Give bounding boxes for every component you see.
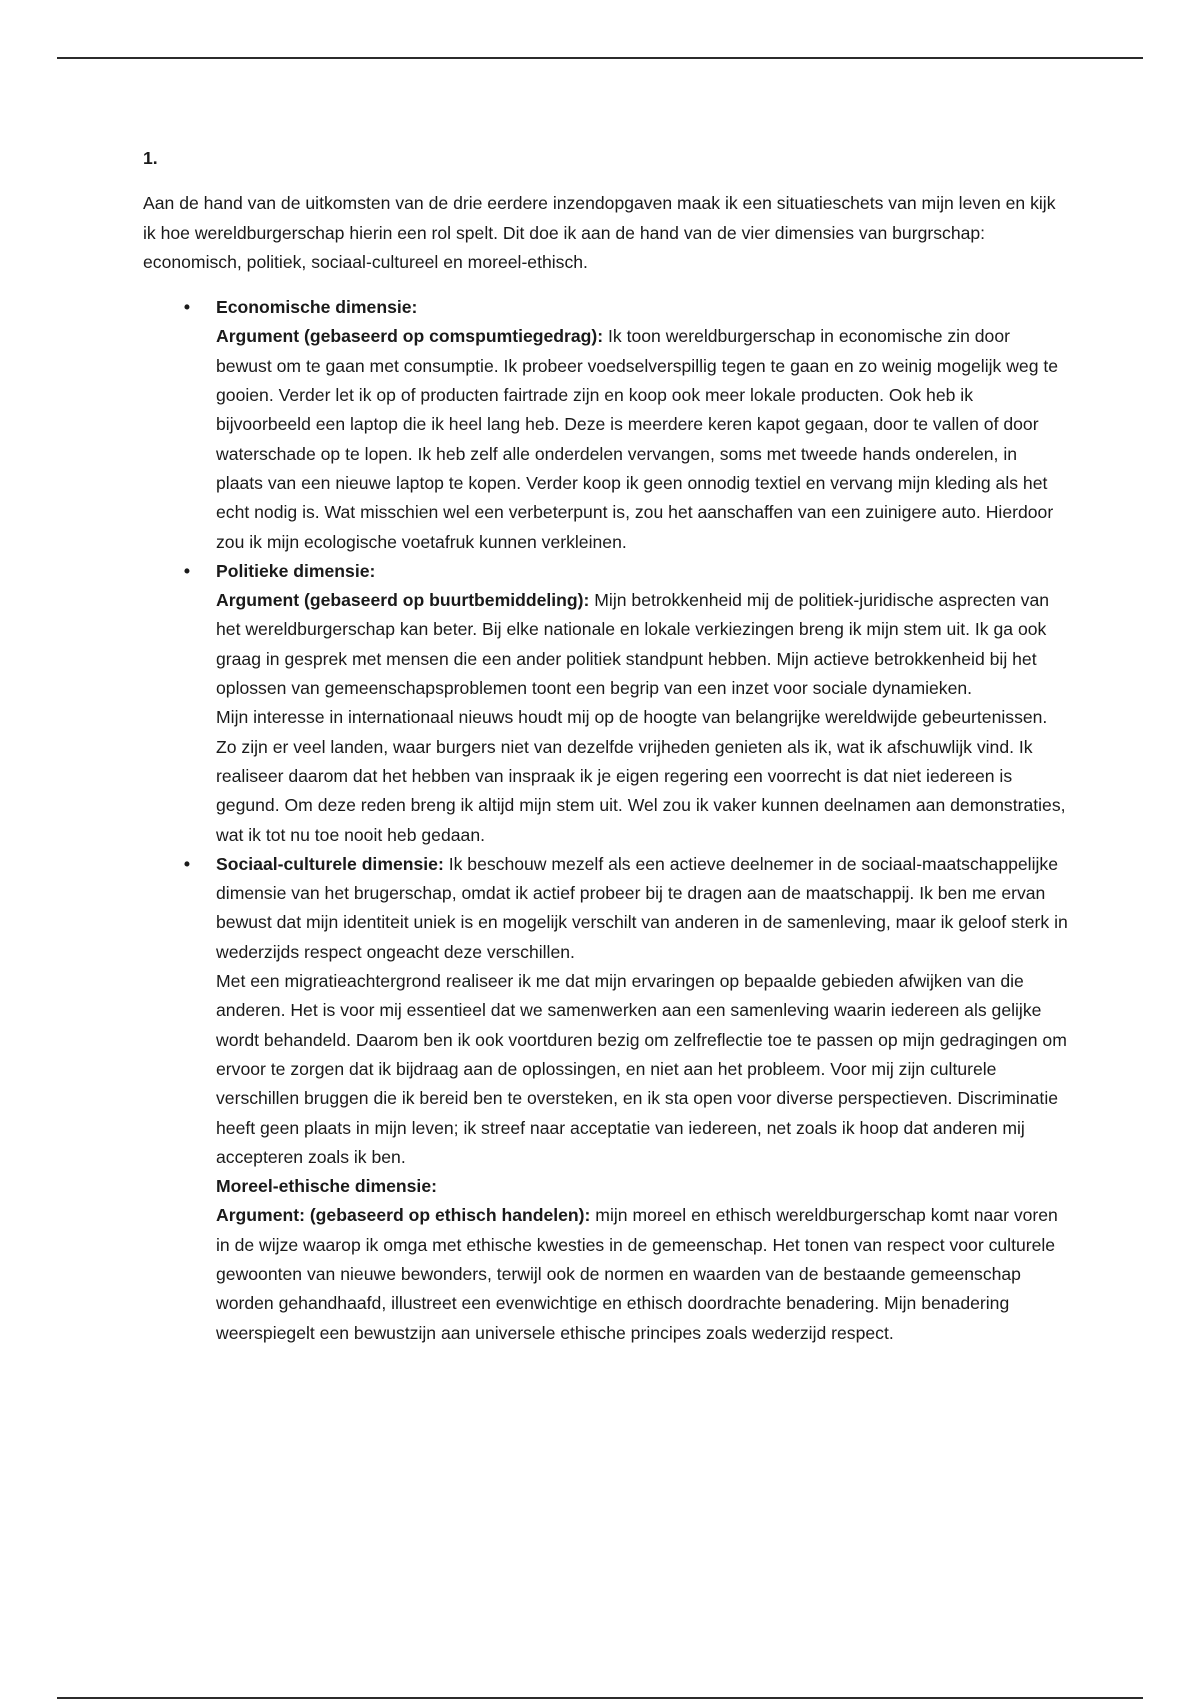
economic-text: Ik toon wereldburgerschap in economische zin door bewust om te gaan met consumptie. Ik probeer voedselverspillig tegen te gaan en zo weinig mogelijk weg te gooien. Verder let ik op of producten fairtrade zijn en koop ook meer lokale producten. Ook heb ik bijvoorbeeld een laptop die ik heel lang heb. Deze is meerdere keren kapot gegaan, door te vallen of door waterschade op te lopen. Ik heb zelf alle onderdelen vervangen, soms met tweede hands onderelen, in plaats van een nieuwe laptop te kopen. Verder koop ik geen onnodig textiel en vervang mijn kleding als het echt nodig is. Wat misschien wel een verbeterpunt is, zou het aanschaffen van een zuinigere auto. Hierdoor zou ik mijn ecologische voetafruk kunnen verkleinen.: [216, 326, 1059, 552]
list-item-economic: [143, 293, 1068, 557]
moral-paragraph: [216, 1205, 1058, 1342]
political-paragraph: [216, 586, 1068, 703]
political-title: Politieke dimensie:: [216, 560, 376, 581]
header-rule: [57, 57, 1143, 59]
social-title: Sociaal-culturele dimensie:: [216, 853, 444, 874]
economic-title: Economische dimensie:: [216, 297, 418, 318]
economic-arg-label: Argument (gebaseerd op comspumtiegedrag):: [216, 326, 604, 347]
moral-text: mijn moreel en ethisch wereldburgerschap komt naar voren in de wijze waarop ik omga met ethische kwesties in de gemeenschap. Het tonen van respect voor culturele gewoonten van nieuwe bewonders, terwijl ook de normen en waarden van de bestaande gemeenschap worden gehandhaafd, illustreet een evenwichtige en ethisch doordrachte benadering. Mijn benadering weerspiegelt een bewustzijn aan universele ethische principes zoals wederzijd respect.: [216, 1205, 1058, 1343]
social-text: Ik beschouw mezelf als een actieve deelnemer in de sociaal-maatschappelijke dimensie van het brugerschap, omdat ik actief probeer bij te dragen aan de maatschappij. Ik ben me ervan bewust dat mijn identiteit uniek is en mogelijk verschilt van anderen in de samenleving, maar ik geloof sterk in wederzijds respect ongeacht deze verschillen.: [216, 853, 1068, 962]
footer-rule: [57, 1697, 1143, 1699]
list-item-political: [143, 557, 1068, 850]
bullet-icon: •: [183, 297, 191, 318]
bullet-icon: •: [183, 560, 191, 581]
section-number: 1.: [143, 148, 158, 168]
social-paragraph: [216, 850, 1068, 967]
moral-section: [143, 1172, 1068, 1348]
dimension-list: [143, 293, 1068, 1172]
political-text-2: Mijn interesse in internationaal nieuws houdt mij op de hoogte van belangrijke wereldwijde gebeurtenissen. Zo zijn er veel landen, waar burgers niet van dezelfde vrijheden genieten als ik, wat ik afschuwlijk vind. Ik realiseer daarom dat het hebben van inspraak ik je eigen regering een voorrecht is dat niet iedereen is gegund. Om deze reden breng ik altijd mijn stem uit. Wel zou ik vaker kunnen deelnamen aan demonstraties, wat ik tot nu toe nooit heb gedaan.: [216, 707, 1066, 845]
document-body: [143, 144, 1068, 1348]
political-text: Mijn betrokkenheid mij de politiek-juridische asprecten van het wereldburgerschap kan beter. Bij elke nationale en lokale verkiezingen breng ik mijn stem uit. Ik ga ook graag in gesprek met mensen die een ander politiek standpunt hebben. Mijn actieve betrokkenheid bij het oplossen van gemeenschapsproblemen toont een begrip van een inzet voor sociale dynamieken.: [216, 590, 1050, 699]
social-text-2: Met een migratieachtergrond realiseer ik me dat mijn ervaringen op bepaalde gebieden afwijken van die anderen. Het is voor mij essentieel dat we samenwerken aan een samenleving waarin iedereen als gelijke wordt behandeld. Daarom ben ik ook voortduren bezig om zelfreflectie toe te passen op mijn gedragingen om ervoor te zorgen dat ik bijdraag aan de oplossingen, en niet aan het probleem. Voor mij zijn culturele verschillen bruggen die ik bereid ben te oversteken, en ik sta open voor diverse perspectieven. Discriminatie heeft geen plaats in mijn leven; ik streef naar acceptatie van iedereen, net zoals ik hoop dat anderen mij accepteren zoals ik ben.: [216, 971, 1067, 1167]
economic-paragraph: [216, 326, 1058, 551]
political-arg-label: Argument (gebaseerd op buurtbemiddeling):: [216, 590, 590, 611]
list-item-social: [143, 850, 1068, 1172]
bullet-icon: •: [183, 853, 191, 874]
moral-arg-label: Argument: (gebaseerd op ethisch handelen):: [216, 1205, 591, 1226]
moral-title: Moreel-ethische dimensie:: [216, 1176, 437, 1197]
intro-paragraph: Aan de hand van de uitkomsten van de drie eerdere inzendopgaven maak ik een situatieschets van mijn leven en kijk ik hoe wereldburgerschap hierin een rol spelt. Dit doe ik aan de hand van de vier dimensies van burgrschap: economisch, politiek, sociaal-cultureel en moreel-ethisch.: [143, 193, 1056, 272]
